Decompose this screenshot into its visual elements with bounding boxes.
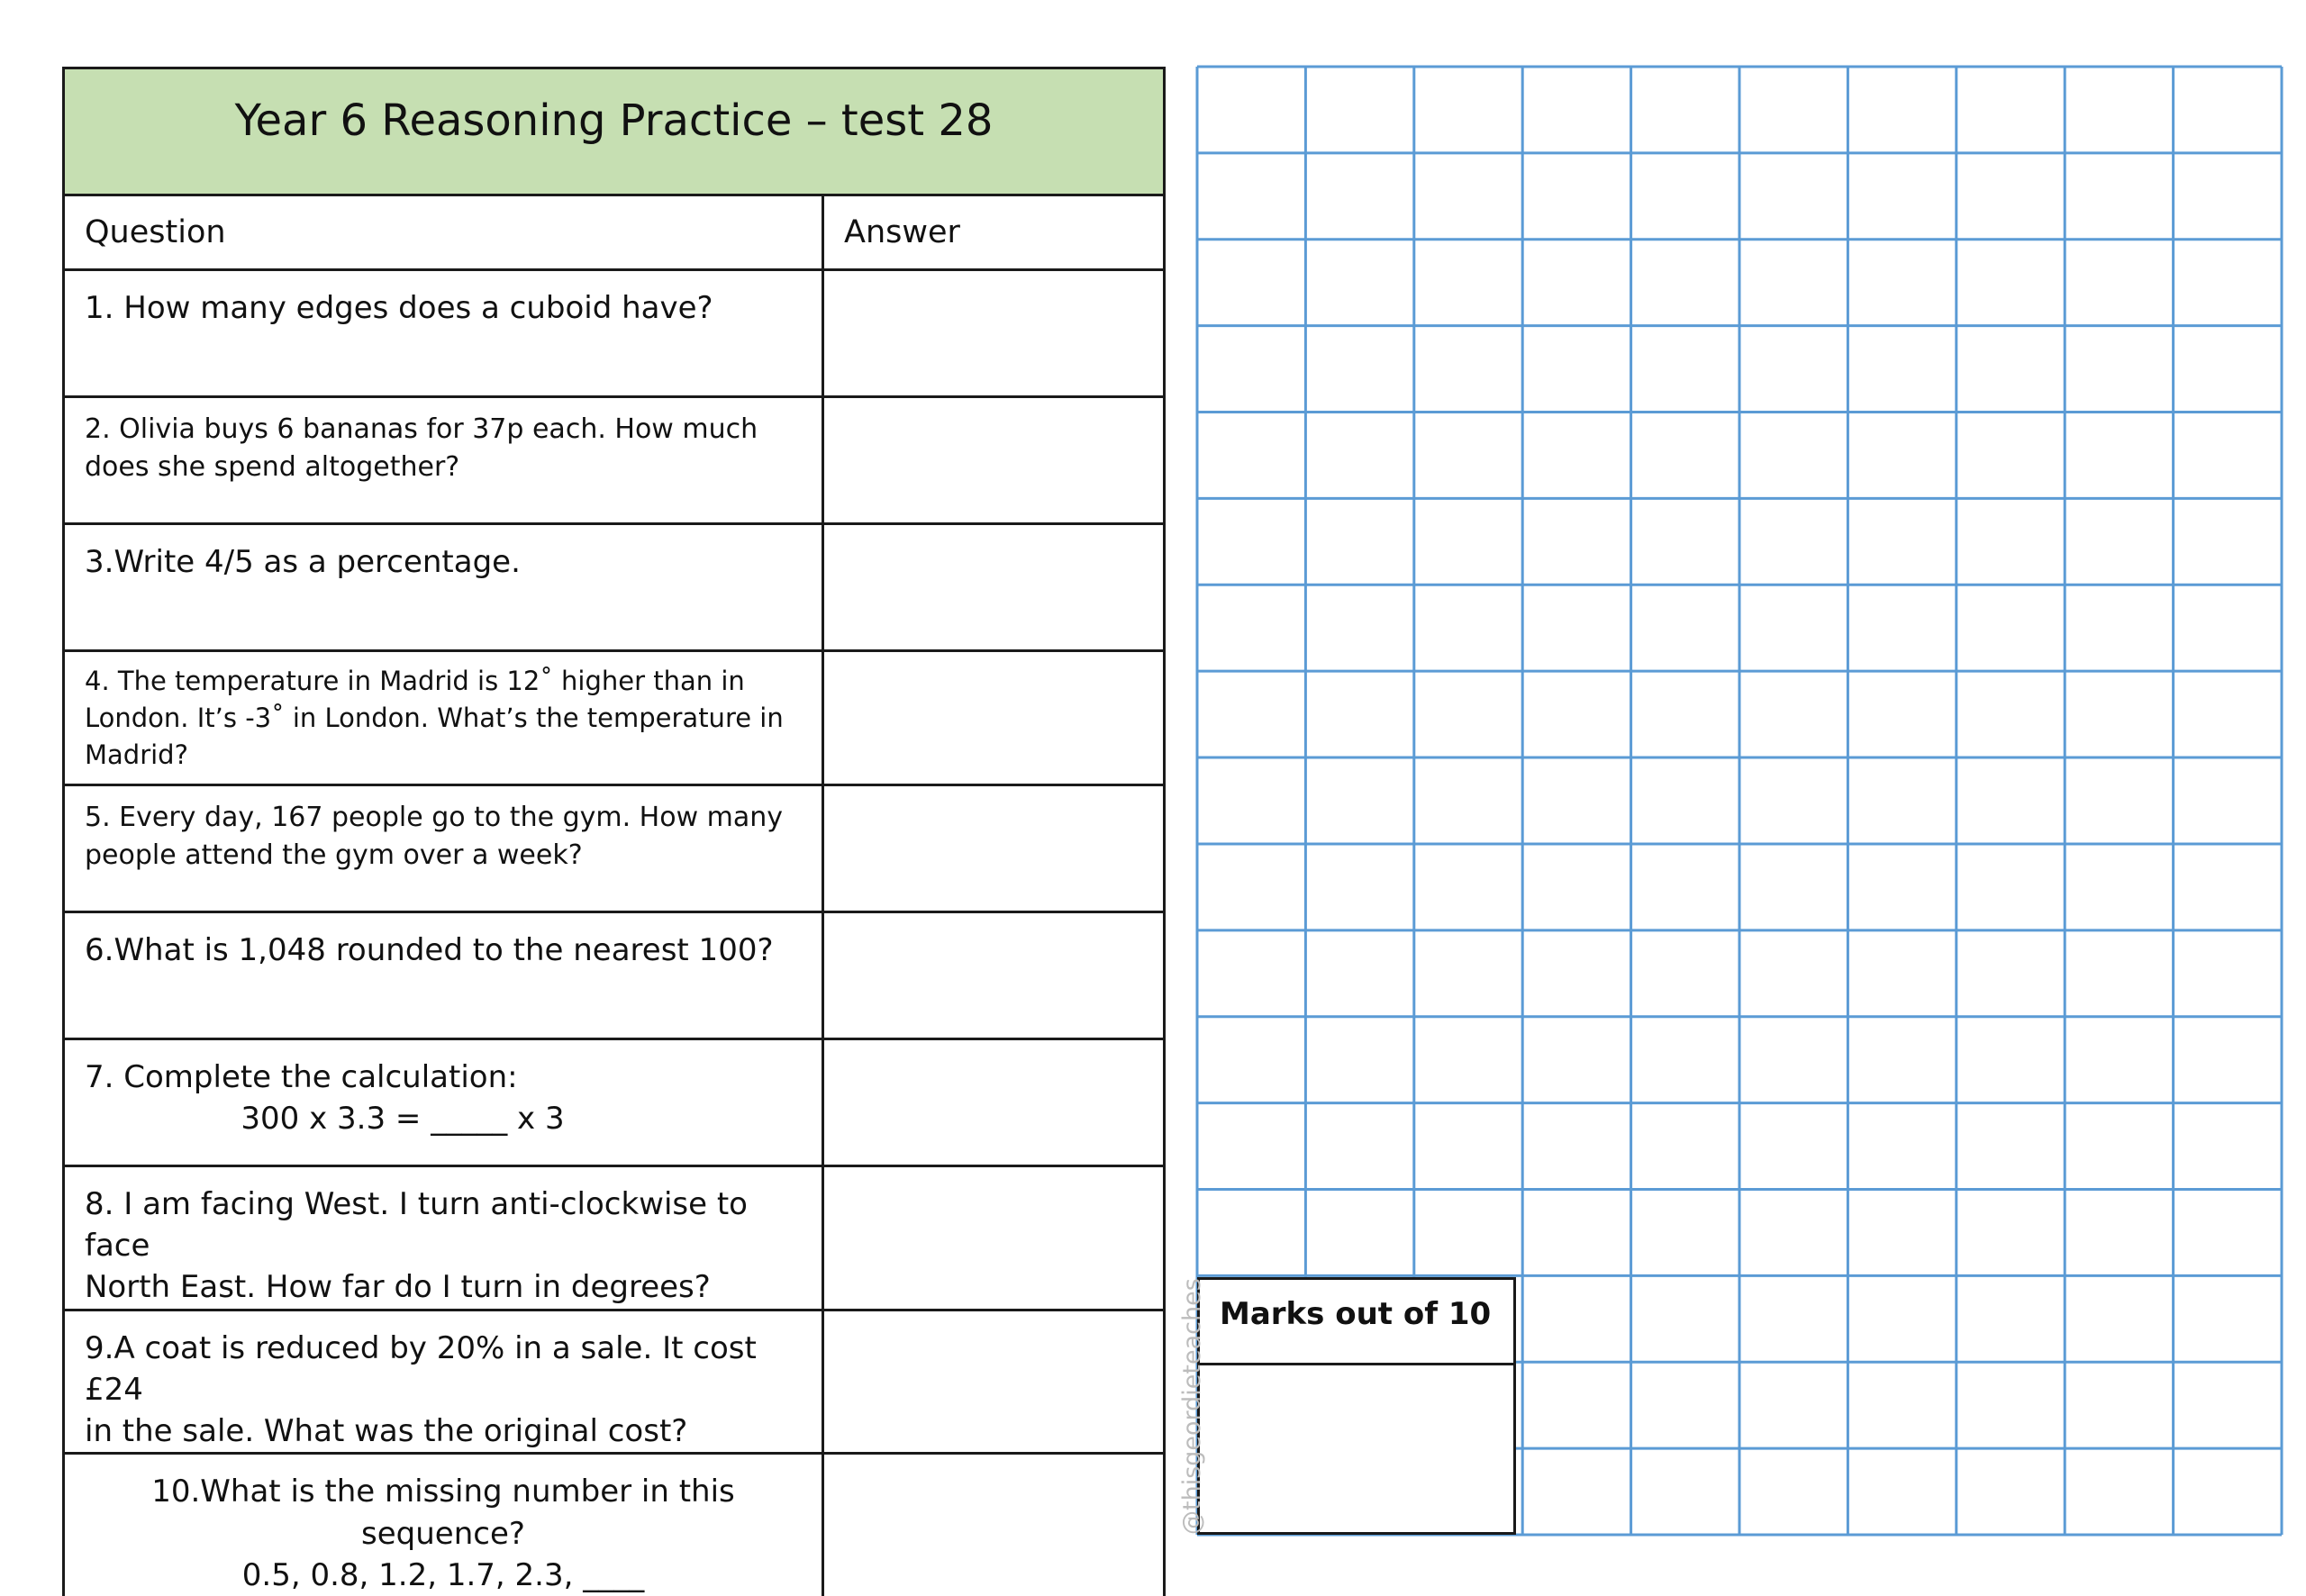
marks-label: Marks out of 10 <box>1200 1280 1513 1365</box>
question-row <box>64 270 1165 397</box>
answer-cell[interactable] <box>823 912 1165 1039</box>
question-row <box>64 1454 1165 1596</box>
question-row <box>64 1310 1165 1454</box>
question-table <box>62 67 1166 1596</box>
question-row <box>64 651 1165 785</box>
answer-cell[interactable] <box>823 270 1165 397</box>
answer-cell[interactable] <box>823 651 1165 785</box>
question-text: 5. Every day, 167 people go to the gym. How many people attend the gym over a week? <box>64 785 823 912</box>
question-row <box>64 912 1165 1039</box>
answer-cell[interactable] <box>823 1454 1165 1596</box>
answer-cell[interactable] <box>823 785 1165 912</box>
question-row <box>64 1166 1165 1310</box>
answer-cell[interactable] <box>823 1039 1165 1166</box>
question-text: 1. How many edges does a cuboid have? <box>64 270 823 397</box>
watermark: @thisgeordieteaches <box>1178 1278 1206 1535</box>
question-text: 6.What is 1,048 rounded to the nearest 100? <box>64 912 823 1039</box>
question-text: 3.Write 4/5 as a percentage. <box>64 524 823 651</box>
question-row <box>64 785 1165 912</box>
marks-box <box>1197 1277 1516 1535</box>
answer-cell[interactable] <box>823 524 1165 651</box>
question-text: 7. Complete the calculation: 300 x 3.3 = _____ x 3 <box>64 1039 823 1166</box>
marks-entry-area[interactable] <box>1200 1365 1513 1532</box>
question-text: 8. I am facing West. I turn anti-clockwise to face North East. How far do I turn in degrees? <box>64 1166 823 1310</box>
answer-cell[interactable] <box>823 1166 1165 1310</box>
question-column-header: Question <box>64 195 823 270</box>
question-row <box>64 397 1165 524</box>
question-text: 9.A coat is reduced by 20% in a sale. It cost £24 in the sale. What was the original cost? <box>64 1310 823 1454</box>
answer-cell[interactable] <box>823 397 1165 524</box>
question-row <box>64 524 1165 651</box>
answer-column-header: Answer <box>823 195 1165 270</box>
worksheet-title: Year 6 Reasoning Practice – test 28 <box>64 68 1165 195</box>
question-text: 4. The temperature in Madrid is 12˚ higher than in London. It’s -3˚ in London. What’s the temperature in Madrid? <box>64 651 823 785</box>
question-text: 10.What is the missing number in this sequence? 0.5, 0.8, 1.2, 1.7, 2.3, ____ <box>64 1454 823 1596</box>
answer-cell[interactable] <box>823 1310 1165 1454</box>
question-row <box>64 1039 1165 1166</box>
question-text: 2. Olivia buys 6 bananas for 37p each. How much does she spend altogether? <box>64 397 823 524</box>
